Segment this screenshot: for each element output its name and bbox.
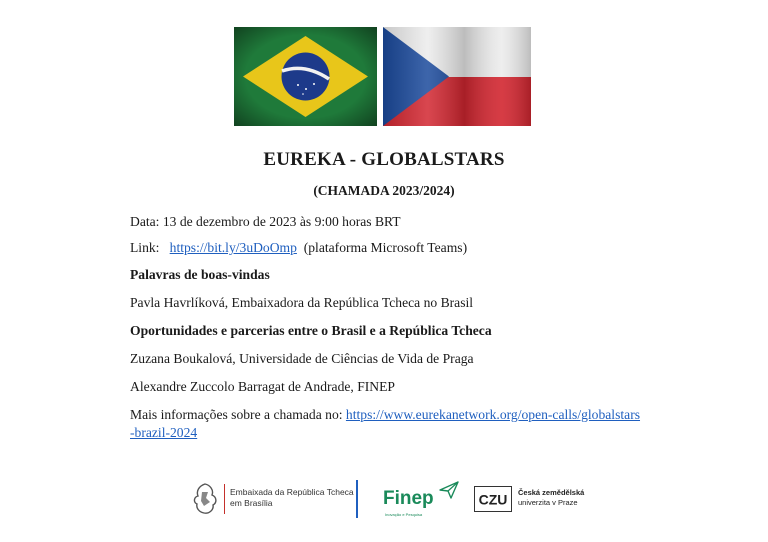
link-line [130, 240, 467, 256]
logo-separator [356, 480, 358, 518]
page-title: EUREKA - GLOBALSTARS [263, 149, 505, 170]
czu-line-2: univerzita v Praze [518, 498, 578, 507]
eureka-link[interactable]: https://www.eurekanetwork.org/open-calls/globalstars-brazil-2024 [130, 407, 641, 440]
speaker-2: Alexandre Zuccolo Barragat de Andrade, FINEP [130, 379, 395, 394]
finep-paper-plane-icon [439, 480, 459, 500]
speaker-1: Zuzana Boukalová, Universidade de Ciências de Vida de Praga [130, 351, 474, 366]
czu-mark: CZU [478, 491, 508, 508]
brazil-flag-icon [234, 27, 377, 126]
embassy-line-2: em Brasília [230, 498, 273, 508]
czu-text [518, 488, 584, 508]
more-info-prefix: Mais informações sobre a chamada no: [130, 407, 343, 422]
embassy-logo [190, 476, 360, 522]
welcome-speaker: Pavla Havrlíková, Embaixadora da República Tcheca no Brasil [130, 295, 474, 310]
more-info [130, 406, 640, 442]
finep-wordmark: Finep [383, 488, 434, 509]
link-prefix: Link: [130, 240, 160, 255]
czech-flag-icon [383, 27, 531, 126]
page-subtitle: (CHAMADA 2023/2024) [313, 183, 455, 198]
czech-lion-emblem-icon [190, 482, 220, 516]
embassy-line-1: Embaixada da República Tcheca [230, 487, 354, 497]
teams-link[interactable]: https://bit.ly/3uDoOmp [169, 240, 297, 255]
czu-line-1: Česká zemědělská [518, 488, 585, 497]
opportunities-heading: Oportunidades e parcerias entre o Brasil e a República Tcheca [130, 323, 492, 338]
link-suffix: (plataforma Microsoft Teams) [303, 240, 468, 255]
date-line: Data: 13 de dezembro de 2023 às 9:00 horas BRT [130, 214, 401, 229]
finep-tagline: Inovação e Pesquisa [385, 512, 423, 517]
czu-logo-icon [474, 486, 512, 512]
finep-logo [383, 476, 463, 522]
embassy-divider [224, 484, 225, 514]
czu-logo [474, 476, 584, 522]
embassy-text [230, 487, 354, 509]
welcome-heading: Palavras de boas-vindas [130, 267, 270, 282]
